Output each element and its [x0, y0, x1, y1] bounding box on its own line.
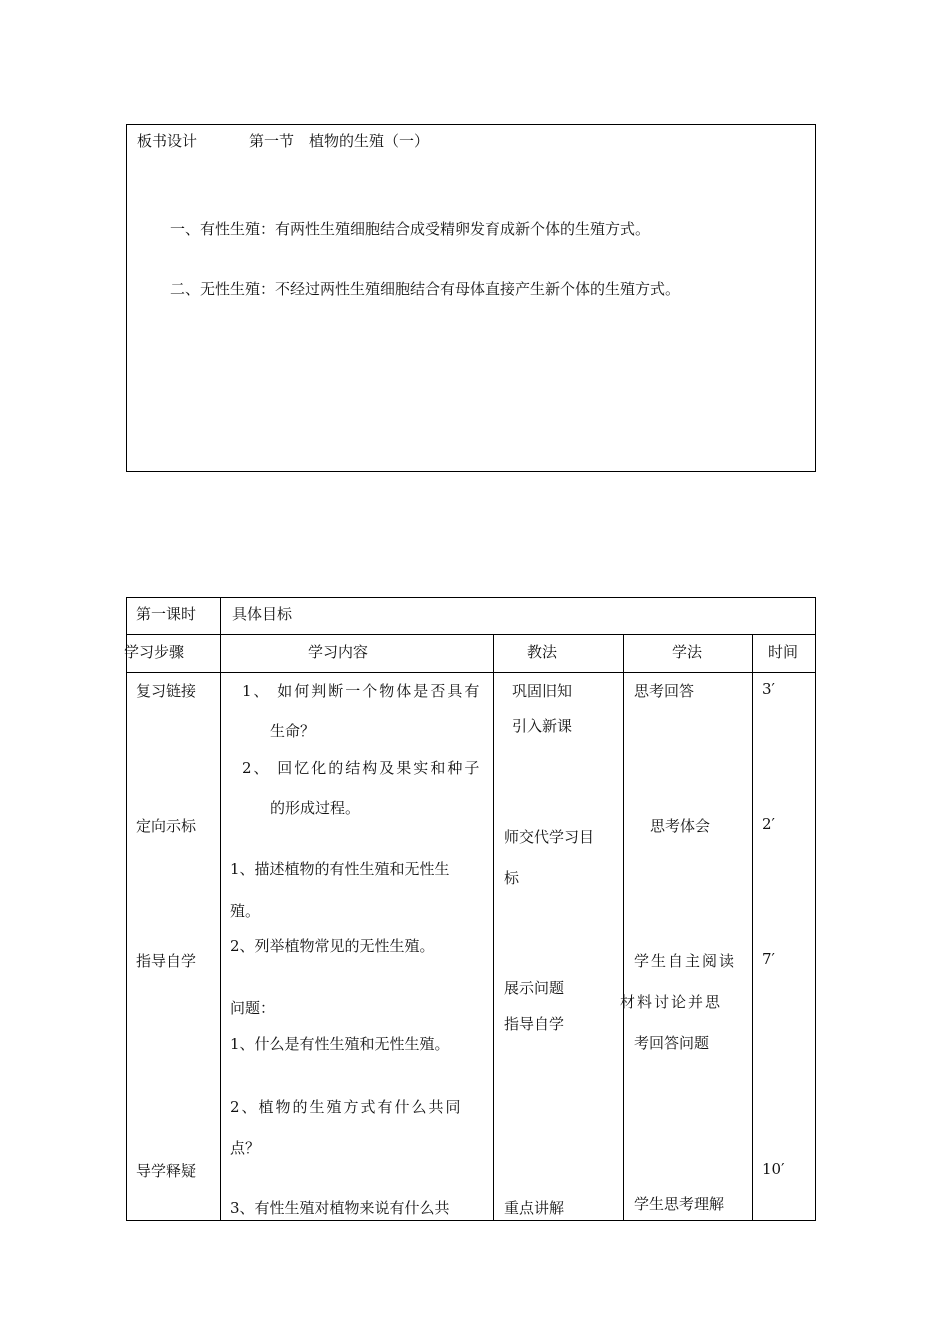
time-item: 10′ — [762, 1160, 785, 1178]
learn-item: 学生思考理解 — [634, 1195, 725, 1213]
table-col-divider — [623, 634, 624, 1221]
teach-item: 引入新课 — [512, 717, 573, 735]
learn-item: 材料讨论并思 — [620, 993, 723, 1011]
table-col-divider — [752, 634, 753, 1221]
teach-item: 重点讲解 — [504, 1199, 565, 1217]
table-col-divider — [493, 634, 494, 1221]
learn-item: 学生自主阅读 — [634, 952, 737, 970]
content-item: 点？ — [230, 1139, 261, 1157]
content-item: 1、描述植物的有性生殖和无性生 — [230, 860, 450, 878]
teach-item: 巩固旧知 — [512, 682, 573, 700]
board-line-2: 二、无性生殖：不经过两性生殖细胞结合有母体直接产生新个体的生殖方式。 — [170, 280, 681, 298]
content-item: 3、有性生殖对植物来说有什么共 — [230, 1199, 450, 1217]
table-row-divider — [126, 634, 816, 635]
step-explain: 导学释疑 — [136, 1162, 197, 1180]
header-content: 学习内容 — [308, 643, 369, 661]
learn-item: 思考体会 — [650, 817, 711, 835]
table-col-divider — [220, 597, 221, 1221]
time-item: 7′ — [762, 950, 775, 968]
teach-item: 指导自学 — [504, 1015, 565, 1033]
time-item: 3′ — [762, 680, 775, 698]
step-guide: 指导自学 — [136, 952, 197, 970]
content-item: 问题： — [230, 999, 276, 1017]
board-label: 板书设计 — [137, 132, 198, 150]
board-title: 第一节 植物的生殖（一） — [249, 132, 430, 150]
content-item: 1、什么是有性生殖和无性生殖。 — [230, 1035, 450, 1053]
board-line-1: 一、有性生殖：有两性生殖细胞结合成受精卵发育成新个体的生殖方式。 — [170, 220, 651, 238]
learn-item: 考回答问题 — [634, 1034, 710, 1052]
content-item: 生命？ — [270, 722, 316, 740]
content-item: 1、 如何判断一个物体是否具有 — [242, 682, 482, 700]
teach-item: 标 — [504, 869, 520, 887]
time-item: 2′ — [762, 815, 775, 833]
content-item: 2、列举植物常见的无性生殖。 — [230, 937, 435, 955]
table-row-divider — [126, 672, 816, 673]
step-target: 定向示标 — [136, 817, 197, 835]
header-learn: 学法 — [672, 643, 703, 661]
content-item: 2、 回忆化的结构及果实和种子 — [242, 759, 482, 777]
step-review: 复习链接 — [136, 682, 197, 700]
content-item: 2、植物的生殖方式有什么共同 — [230, 1098, 463, 1116]
content-item: 殖。 — [230, 902, 261, 920]
header-teach: 教法 — [527, 643, 558, 661]
header-steps: 学习步骤 — [124, 643, 185, 661]
learn-item: 思考回答 — [634, 682, 695, 700]
lesson-period: 第一课时 — [136, 605, 197, 623]
lesson-goal: 具体目标 — [232, 605, 293, 623]
teach-item: 展示问题 — [504, 979, 565, 997]
header-time: 时间 — [768, 643, 799, 661]
teach-item: 师交代学习目 — [504, 828, 595, 846]
content-item: 的形成过程。 — [270, 799, 361, 817]
